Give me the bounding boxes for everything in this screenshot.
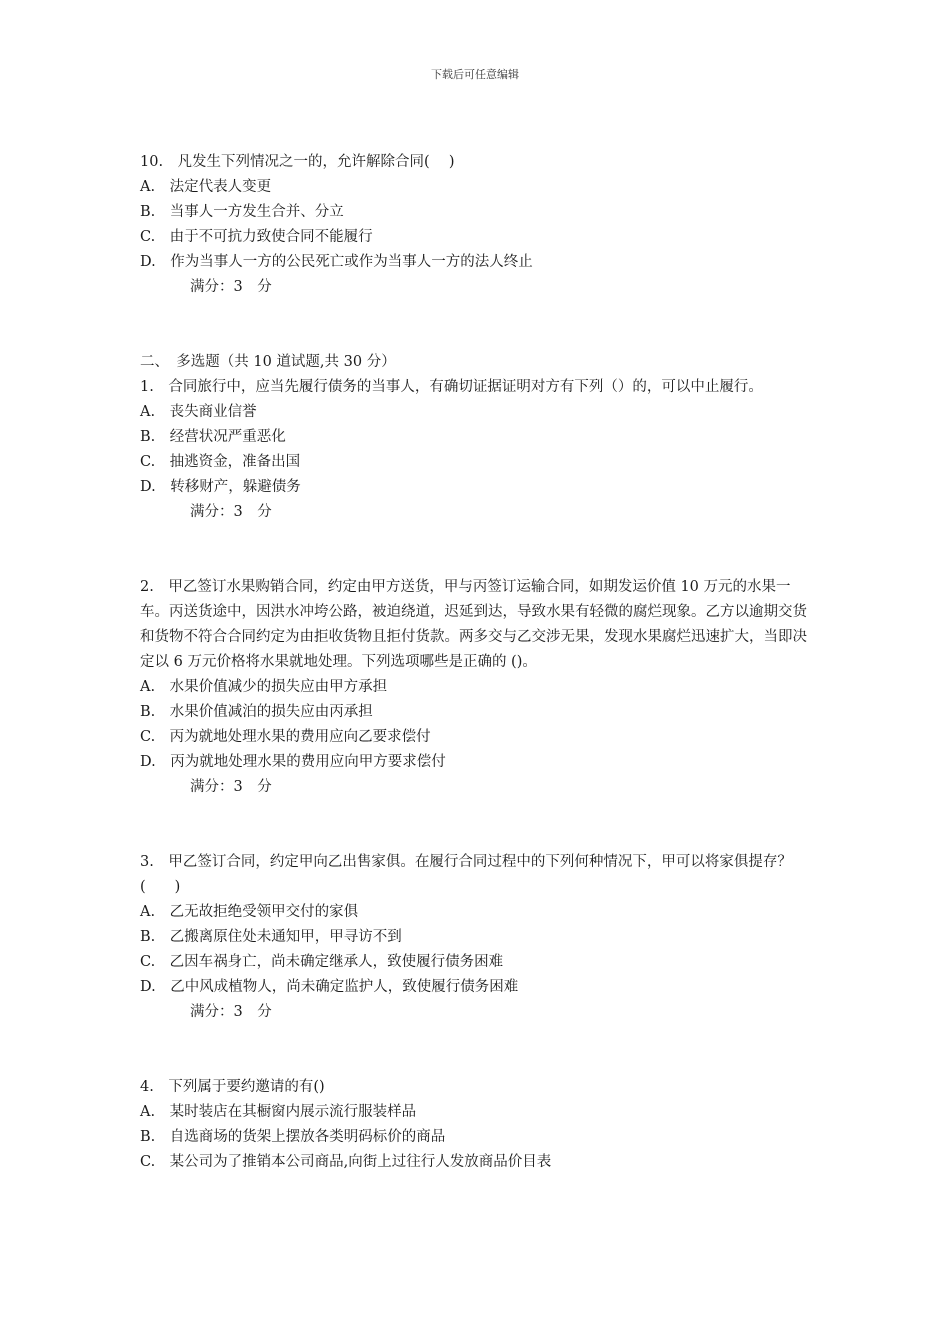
option-b: B. 自选商场的货架上摆放各类明码标价的商品 [140,1129,446,1145]
question-multi-1 [140,375,815,525]
option-d: D. 转移财产，躲避债务 [140,479,301,495]
option-a: A. 丧失商业信誉 [140,404,257,420]
option-a: A. 法定代表人变更 [140,179,272,195]
option-b: B. 水果价值减泊的损失应由丙承担 [140,704,373,720]
option-b: B. 当事人一方发生合并、分立 [140,204,344,220]
option-c: C. 丙为就地处理水果的费用应向乙要求偿付 [140,729,431,745]
question-stem: 3. 甲乙签订合同，约定甲向乙出售家俱。在履行合同过程中的下列何种情况下，甲可以将家俱提存？( ) [140,854,792,895]
document-body [140,150,815,1175]
question-stem: 1. 合同旅行中，应当先履行债务的当事人，有确切证据证明对方有下列（）的，可以中止履行。 [140,379,763,395]
question-stem: 10. 凡发生下列情况之一的，允许解除合同( ) [140,154,455,170]
option-c: C. 抽逃资金，准备出国 [140,454,301,470]
option-d: D. 作为当事人一方的公民死亡或作为当事人一方的法人终止 [140,254,533,270]
option-b: B. 经营状况严重恶化 [140,429,286,445]
question-multi-2 [140,575,815,800]
section-title: 二、 多选题（共 10 道试题,共 30 分） [140,354,396,370]
option-a: A. 水果价值减少的损失应由甲方承担 [140,679,388,695]
page-header: 下载后可任意编辑 [431,68,519,81]
score-label: 满分：3 分 [190,779,272,795]
score-label: 满分：3 分 [190,1004,272,1020]
option-c: C. 乙因车祸身亡，尚未确定继承人，致使履行债务困难 [140,954,504,970]
question-stem: 2. 甲乙签订水果购销合同，约定由甲方送货，甲与丙签订运输合同，如期发运价值 10 万元的水果一车。丙送货途中，因洪水冲垮公路，被迫绕道，迟延到达，导致水果有轻微的腐烂现象。乙方以逾期交货和货物不符合合同约定为由拒收货物且拒付货款。两多交与乙交涉无果，发现水果腐烂迅速扩大，当即决定以 6 万元价格将水果就地处理。下列选项哪些是正确的 ()。 [140,579,807,670]
option-a: A. 乙无故拒绝受领甲交付的家俱 [140,904,359,920]
score-label: 满分：3 分 [190,279,272,295]
option-d: D. 丙为就地处理水果的费用应向甲方要求偿付 [140,754,446,770]
option-c: C. 某公司为了推销本公司商品,向街上过往行人发放商品价目表 [140,1154,552,1170]
question-multi-4 [140,1075,815,1175]
score-label: 满分：3 分 [190,504,272,520]
question-10 [140,150,815,300]
question-multi-3 [140,850,815,1025]
option-b: B. 乙搬离原住处未通知甲，甲寻访不到 [140,929,402,945]
option-d: D. 乙中风成植物人，尚未确定监护人，致使履行债务困难 [140,979,519,995]
option-c: C. 由于不可抗力致使合同不能履行 [140,229,373,245]
question-stem: 4. 下列属于要约邀请的有() [140,1079,325,1095]
option-a: A. 某时装店在其橱窗内展示流行服装样品 [140,1104,417,1120]
